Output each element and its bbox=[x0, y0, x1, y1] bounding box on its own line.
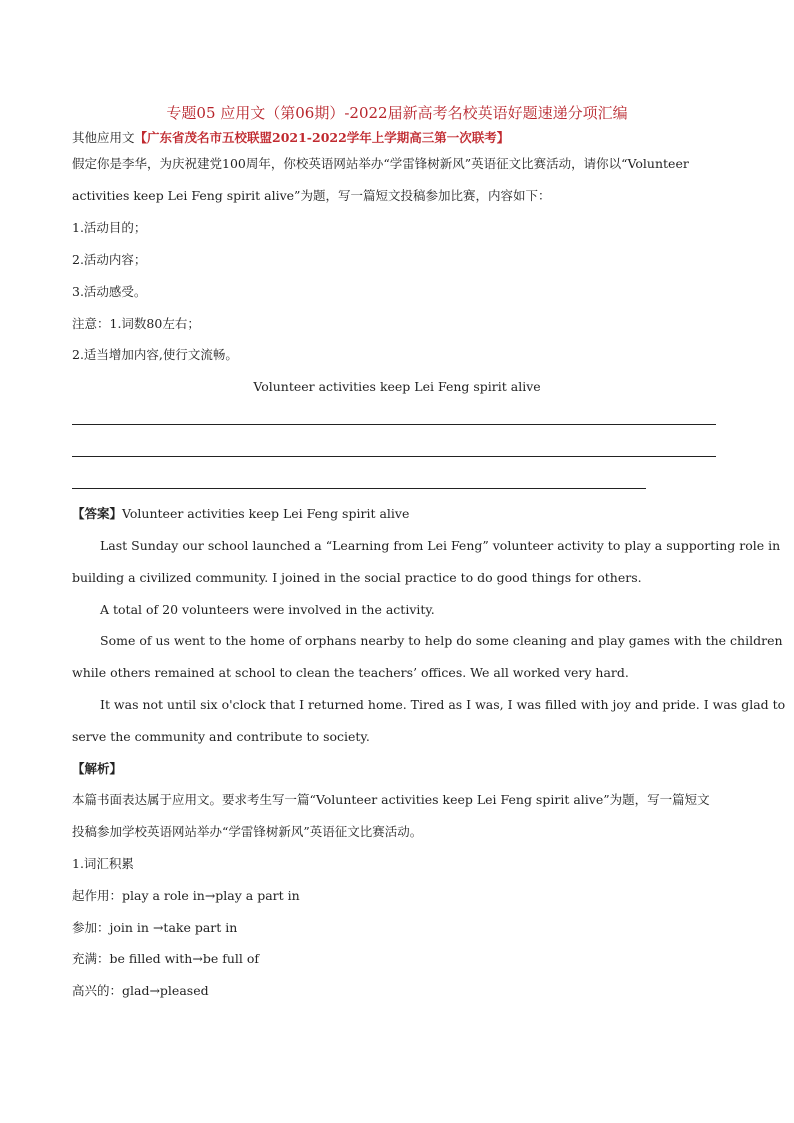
writing-line-3 bbox=[72, 488, 646, 489]
answer-heading bbox=[72, 505, 409, 523]
prompt-item-3: 3.活动感受。 bbox=[72, 284, 147, 299]
source-line bbox=[72, 129, 509, 147]
answer-p1-line-1: Last Sunday our school launched a “Learning from Lei Feng” volunteer activity to play a supporting role in bbox=[100, 538, 781, 553]
answer-p4-line-2: serve the community and contribute to society. bbox=[72, 729, 370, 744]
analysis-line-1: 本篇书面表达属于应用文。要求考生写一篇“Volunteer activities keep Lei Feng spirit alive”为题，写一篇短文 bbox=[72, 792, 710, 807]
analysis-line-2: 投稿参加学校英语网站举办“学雷锋树新风”英语征文比赛活动。 bbox=[72, 824, 423, 839]
vocab-heading: 1.词汇积累 bbox=[72, 856, 134, 871]
vocab-item: 起作用：play a role in→play a part in bbox=[72, 888, 300, 903]
source-bracket: 【广东省茂名市五校联盟2021-2022学年上学期高三第一次联考】 bbox=[134, 130, 510, 145]
document-title: 专题05 应用文（第06期）-2022届新高考名校英语好题速递分项汇编 bbox=[166, 104, 628, 122]
answer-p2: A total of 20 volunteers were involved in the activity. bbox=[100, 602, 435, 617]
answer-p1-line-2: building a civilized community. I joined in the social practice to do good things for others. bbox=[72, 570, 642, 585]
writing-line-2 bbox=[72, 456, 716, 457]
writing-line-1 bbox=[72, 424, 716, 425]
prompt-item-2: 2.活动内容； bbox=[72, 252, 147, 267]
answer-title: Volunteer activities keep Lei Feng spirit alive bbox=[122, 506, 410, 521]
prompt-line-1: 假定你是李华，为庆祝建党100周年，你校英语网站举办“学雷锋树新风”英语征文比赛活动，请你以“Volunteer bbox=[72, 156, 689, 171]
source-category: 其他应用文 bbox=[72, 130, 135, 145]
vocab-item: 充满：be filled with→be full of bbox=[72, 951, 259, 966]
answer-p4-line-1: It was not until six o'clock that I returned home. Tired as I was, I was filled with joy and pride. I was glad to bbox=[100, 697, 786, 712]
prompt-item-1: 1.活动目的； bbox=[72, 220, 147, 235]
essay-title: Volunteer activities keep Lei Feng spirit alive bbox=[253, 379, 541, 394]
prompt-note-2: 2.适当增加内容,使行文流畅。 bbox=[72, 347, 238, 362]
prompt-line-2: activities keep Lei Feng spirit alive”为题，写一篇短文投稿参加比赛，内容如下： bbox=[72, 188, 551, 203]
vocab-item: 参加：join in →take part in bbox=[72, 920, 238, 935]
answer-p3-line-2: while others remained at school to clean the teachers’ offices. We all worked very hard. bbox=[72, 665, 629, 680]
prompt-note-1: 注意：1.词数80左右； bbox=[72, 316, 200, 331]
answer-label: 【答案】 bbox=[72, 506, 123, 521]
analysis-label: 【解析】 bbox=[72, 761, 123, 776]
vocab-item: 高兴的：glad→pleased bbox=[72, 983, 209, 998]
answer-p3-line-1: Some of us went to the home of orphans nearby to help do some cleaning and play games with the children bbox=[100, 633, 783, 648]
